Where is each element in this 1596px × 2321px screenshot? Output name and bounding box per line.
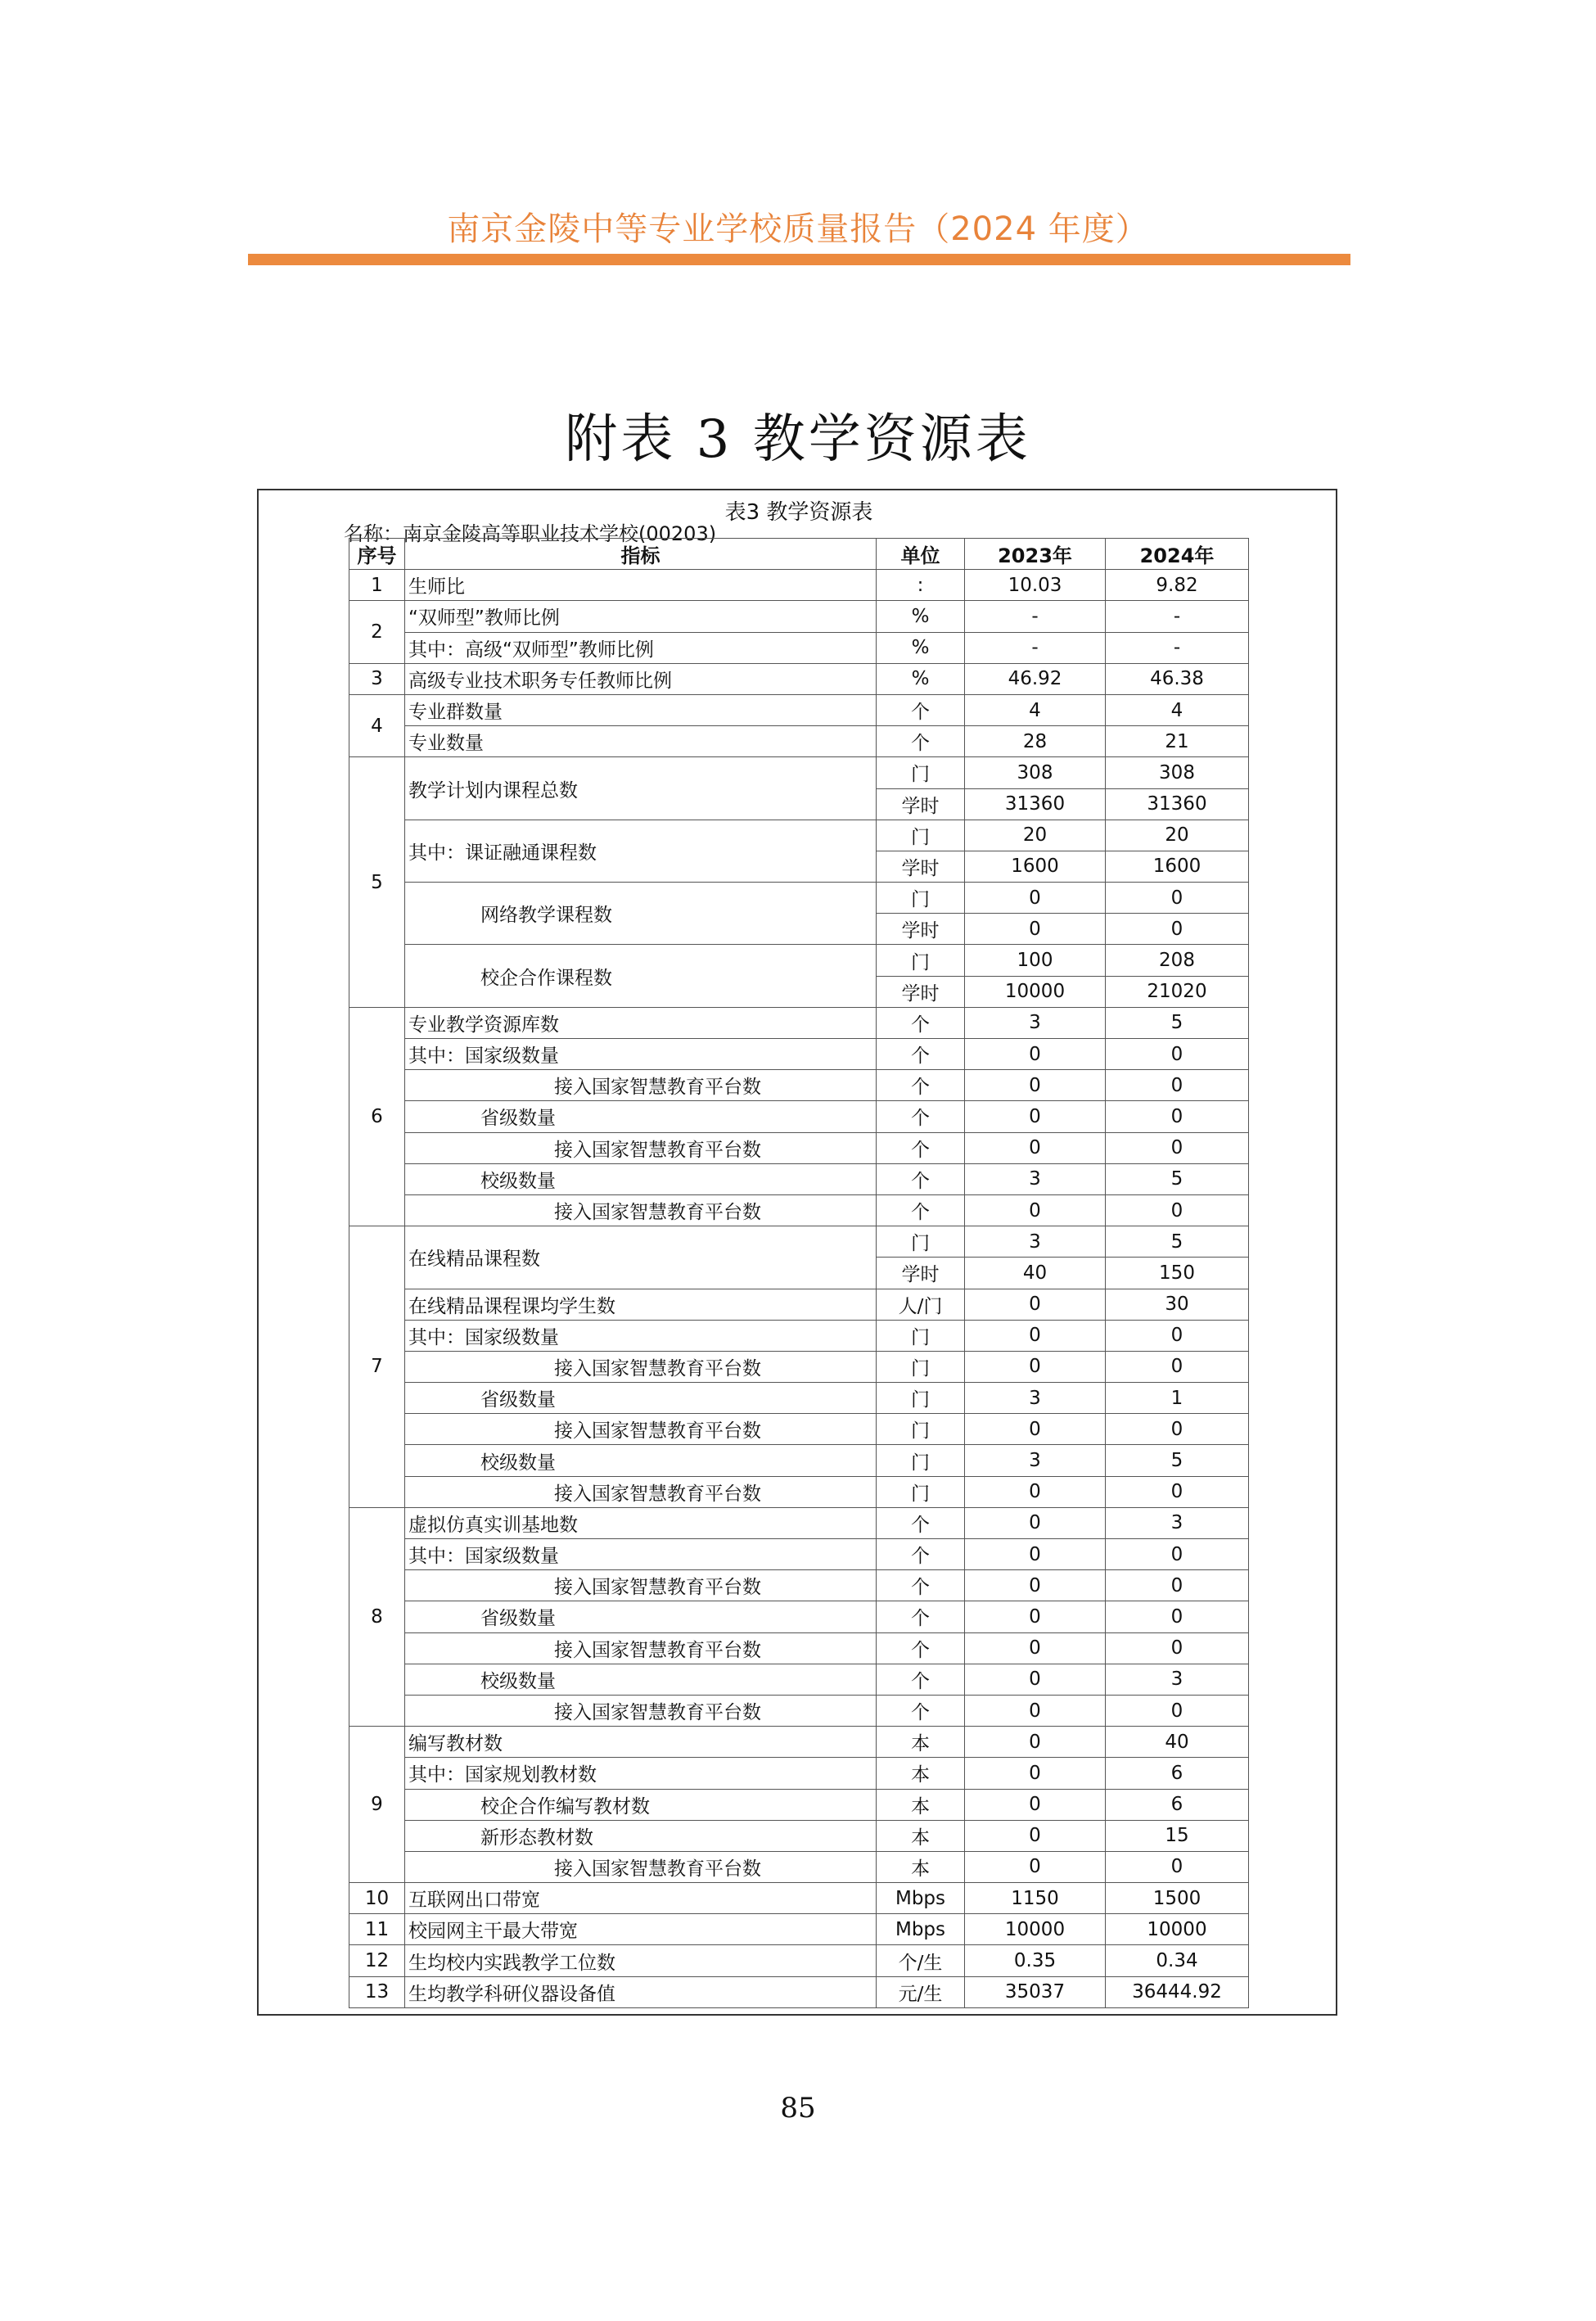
- row-number: 11: [349, 1914, 405, 1945]
- row-number: 6: [349, 1007, 405, 1226]
- indicator-label: 接入国家智慧教育平台数: [405, 1695, 877, 1726]
- row-number: 3: [349, 663, 405, 694]
- table-row: [349, 1039, 1249, 1070]
- indicator-label: 新形态教材数: [405, 1820, 877, 1851]
- table-row: [349, 632, 1249, 663]
- value-2024: 0: [1106, 1570, 1249, 1601]
- value-2024: 0: [1106, 1632, 1249, 1664]
- row-number: 12: [349, 1945, 405, 1976]
- value-2024: 15: [1106, 1820, 1249, 1851]
- table-row: [349, 601, 1249, 632]
- value-2024: 5: [1106, 1445, 1249, 1476]
- value-2023: 100: [965, 945, 1106, 976]
- table-header-row: [349, 539, 1249, 570]
- unit-cell: 个/生: [877, 1945, 965, 1976]
- value-2024: 0: [1106, 1101, 1249, 1132]
- value-2024: 31360: [1106, 788, 1249, 820]
- indicator-label: 教学计划内课程总数: [405, 757, 877, 820]
- unit-cell: 个: [877, 1070, 965, 1101]
- table-row: [349, 1132, 1249, 1163]
- unit-cell: 学时: [877, 1258, 965, 1289]
- unit-cell: 个: [877, 1194, 965, 1226]
- indicator-label: “双师型”教师比例: [405, 601, 877, 632]
- table-row: [349, 1727, 1249, 1758]
- table-row: [349, 1414, 1249, 1445]
- value-2024: 0.34: [1106, 1945, 1249, 1976]
- indicator-label: 校级数量: [405, 1445, 877, 1476]
- indicator-label: 生均校内实践教学工位数: [405, 1945, 877, 1976]
- table-row: [349, 1945, 1249, 1976]
- table-row: [349, 1539, 1249, 1570]
- unit-cell: 门: [877, 820, 965, 851]
- table-row: [349, 1445, 1249, 1476]
- table-row: [349, 757, 1249, 788]
- value-2023: 0: [965, 1539, 1106, 1570]
- row-number: 4: [349, 694, 405, 756]
- value-2024: 0: [1106, 1320, 1249, 1351]
- value-2024: -: [1106, 601, 1249, 632]
- value-2023: 0: [965, 1664, 1106, 1695]
- indicator-label: 省级数量: [405, 1101, 877, 1132]
- indicator-label: 互联网出口带宽: [405, 1883, 877, 1914]
- unit-cell: 本: [877, 1820, 965, 1851]
- unit-cell: 学时: [877, 976, 965, 1007]
- value-2023: 0: [965, 1039, 1106, 1070]
- value-2023: 0: [965, 1289, 1106, 1320]
- table-row: [349, 1664, 1249, 1695]
- value-2023: 3: [965, 1445, 1106, 1476]
- table-row: [349, 1570, 1249, 1601]
- value-2023: 0: [965, 1758, 1106, 1789]
- unit-cell: 人/门: [877, 1289, 965, 1320]
- value-2024: 0: [1106, 1414, 1249, 1445]
- indicator-label: 校园网主干最大带宽: [405, 1914, 877, 1945]
- value-2024: 1600: [1106, 851, 1249, 882]
- unit-cell: 本: [877, 1789, 965, 1820]
- unit-cell: 门: [877, 1476, 965, 1507]
- indicator-label: 其中：国家级数量: [405, 1320, 877, 1351]
- table-row: [349, 1320, 1249, 1351]
- row-number: 13: [349, 1976, 405, 2007]
- indicator-label: 专业数量: [405, 726, 877, 757]
- value-2024: -: [1106, 632, 1249, 663]
- value-2024: 21020: [1106, 976, 1249, 1007]
- value-2024: 150: [1106, 1258, 1249, 1289]
- teaching-resource-table: [349, 538, 1249, 2008]
- value-2023: 0: [965, 1320, 1106, 1351]
- value-2024: 36444.92: [1106, 1976, 1249, 2007]
- table-row: [349, 1851, 1249, 1882]
- indicator-label: 接入国家智慧教育平台数: [405, 1476, 877, 1507]
- table-row: [349, 1383, 1249, 1414]
- value-2024: 5: [1106, 1163, 1249, 1194]
- unit-cell: 个: [877, 1539, 965, 1570]
- value-2023: 0: [965, 1601, 1106, 1632]
- unit-cell: 个: [877, 1132, 965, 1163]
- row-number: 9: [349, 1727, 405, 1883]
- indicator-label: 网络教学课程数: [405, 883, 877, 945]
- value-2023: 0: [965, 883, 1106, 914]
- value-2024: 40: [1106, 1727, 1249, 1758]
- value-2024: 9.82: [1106, 570, 1249, 601]
- header-no: 序号: [349, 539, 405, 570]
- table-row: [349, 726, 1249, 757]
- indicator-label: 其中：国家级数量: [405, 1039, 877, 1070]
- report-header-title: 南京金陵中等专业学校质量报告（2024 年度）: [447, 210, 1149, 248]
- unit-cell: Mbps: [877, 1883, 965, 1914]
- indicator-label: 校企合作课程数: [405, 945, 877, 1007]
- value-2023: 31360: [965, 788, 1106, 820]
- unit-cell: 门: [877, 1383, 965, 1414]
- value-2024: 0: [1106, 1132, 1249, 1163]
- unit-cell: 个: [877, 1007, 965, 1038]
- value-2023: 0: [965, 1414, 1106, 1445]
- indicator-label: 在线精品课程课均学生数: [405, 1289, 877, 1320]
- unit-cell: 学时: [877, 851, 965, 882]
- school-name: 名称：南京金陵高等职业技术学校(00203): [344, 522, 717, 545]
- table-row: [349, 1789, 1249, 1820]
- value-2023: 1600: [965, 851, 1106, 882]
- value-2023: 0: [965, 1570, 1106, 1601]
- unit-cell: 个: [877, 1101, 965, 1132]
- value-2023: 308: [965, 757, 1106, 788]
- value-2023: 0: [965, 1820, 1106, 1851]
- value-2024: 0: [1106, 914, 1249, 945]
- row-number: 1: [349, 570, 405, 601]
- table-row: [349, 1226, 1249, 1258]
- value-2024: 0: [1106, 1476, 1249, 1507]
- indicator-label: 高级专业技术职务专任教师比例: [405, 663, 877, 694]
- value-2024: 4: [1106, 694, 1249, 725]
- row-number: 7: [349, 1226, 405, 1508]
- table-row: [349, 1289, 1249, 1320]
- unit-cell: 个: [877, 1039, 965, 1070]
- value-2023: 40: [965, 1258, 1106, 1289]
- unit-cell: %: [877, 601, 965, 632]
- unit-cell: 门: [877, 1445, 965, 1476]
- value-2024: 0: [1106, 1039, 1249, 1070]
- unit-cell: 个: [877, 1664, 965, 1695]
- indicator-label: 接入国家智慧教育平台数: [405, 1414, 877, 1445]
- table-row: [349, 1070, 1249, 1101]
- header-divider: [248, 254, 1350, 265]
- value-2024: 0: [1106, 1601, 1249, 1632]
- table-row: [349, 1101, 1249, 1132]
- value-2023: 0: [965, 1695, 1106, 1726]
- value-2024: 0: [1106, 1695, 1249, 1726]
- table-row: [349, 1007, 1249, 1038]
- value-2023: 20: [965, 820, 1106, 851]
- value-2023: 28: [965, 726, 1106, 757]
- row-number: 10: [349, 1883, 405, 1914]
- value-2024: 20: [1106, 820, 1249, 851]
- table-row: [349, 945, 1249, 976]
- value-2023: 0: [965, 1194, 1106, 1226]
- unit-cell: %: [877, 632, 965, 663]
- value-2023: 0: [965, 1101, 1106, 1132]
- unit-cell: 门: [877, 945, 965, 976]
- table-row: [349, 883, 1249, 914]
- unit-cell: 门: [877, 757, 965, 788]
- table-row: [349, 1507, 1249, 1538]
- value-2024: 5: [1106, 1226, 1249, 1258]
- table-row: [349, 1163, 1249, 1194]
- unit-cell: 学时: [877, 914, 965, 945]
- table-row: [349, 1914, 1249, 1945]
- value-2023: 0: [965, 1851, 1106, 1882]
- value-2023: 0: [965, 1507, 1106, 1538]
- value-2023: 3: [965, 1007, 1106, 1038]
- indicator-label: 其中：国家级数量: [405, 1539, 877, 1570]
- unit-cell: 门: [877, 1351, 965, 1382]
- value-2023: 35037: [965, 1976, 1106, 2007]
- value-2024: 0: [1106, 1194, 1249, 1226]
- unit-cell: 本: [877, 1851, 965, 1882]
- value-2024: 208: [1106, 945, 1249, 976]
- unit-cell: 元/生: [877, 1976, 965, 2007]
- value-2024: 0: [1106, 1539, 1249, 1570]
- page-number: 85: [780, 2092, 816, 2125]
- unit-cell: 个: [877, 694, 965, 725]
- value-2024: 3: [1106, 1507, 1249, 1538]
- unit-cell: 学时: [877, 788, 965, 820]
- value-2023: 4: [965, 694, 1106, 725]
- indicator-label: 省级数量: [405, 1383, 877, 1414]
- value-2023: 46.92: [965, 663, 1106, 694]
- indicator-label: 其中：课证融通课程数: [405, 820, 877, 882]
- value-2023: 0: [965, 1132, 1106, 1163]
- indicator-label: 编写教材数: [405, 1727, 877, 1758]
- value-2024: 0: [1106, 883, 1249, 914]
- unit-cell: 门: [877, 883, 965, 914]
- table-row: [349, 1820, 1249, 1851]
- value-2024: 10000: [1106, 1914, 1249, 1945]
- indicator-label: 接入国家智慧教育平台数: [405, 1132, 877, 1163]
- unit-cell: Mbps: [877, 1914, 965, 1945]
- unit-cell: 个: [877, 1163, 965, 1194]
- value-2023: 0: [965, 1727, 1106, 1758]
- value-2024: 3: [1106, 1664, 1249, 1695]
- unit-cell: 个: [877, 1570, 965, 1601]
- value-2024: 21: [1106, 726, 1249, 757]
- header-indicator: 指标: [405, 539, 877, 570]
- value-2024: 46.38: [1106, 663, 1249, 694]
- indicator-label: 生师比: [405, 570, 877, 601]
- unit-cell: 门: [877, 1414, 965, 1445]
- unit-cell: %: [877, 663, 965, 694]
- row-number: 8: [349, 1507, 405, 1726]
- table-row: [349, 1351, 1249, 1382]
- value-2024: 1500: [1106, 1883, 1249, 1914]
- unit-cell: :: [877, 570, 965, 601]
- table-row: [349, 1476, 1249, 1507]
- unit-cell: 个: [877, 726, 965, 757]
- value-2024: 1: [1106, 1383, 1249, 1414]
- indicator-label: 省级数量: [405, 1601, 877, 1632]
- value-2023: 10000: [965, 1914, 1106, 1945]
- header-2024: 2024年: [1106, 539, 1249, 570]
- page-heading: 附表 3 教学资源表: [565, 409, 1031, 470]
- row-number: 5: [349, 757, 405, 1008]
- table-row: [349, 1976, 1249, 2007]
- table-frame: [257, 489, 1337, 2016]
- value-2023: 0: [965, 1351, 1106, 1382]
- indicator-label: 在线精品课程数: [405, 1226, 877, 1289]
- table-body: [349, 570, 1249, 2008]
- table-row: [349, 1695, 1249, 1726]
- indicator-label: 生均教学科研仪器设备值: [405, 1976, 877, 2007]
- indicator-label: 校级数量: [405, 1664, 877, 1695]
- value-2024: 6: [1106, 1789, 1249, 1820]
- value-2023: 1150: [965, 1883, 1106, 1914]
- value-2023: 3: [965, 1226, 1106, 1258]
- value-2024: 5: [1106, 1007, 1249, 1038]
- table-row: [349, 663, 1249, 694]
- indicator-label: 接入国家智慧教育平台数: [405, 1070, 877, 1101]
- value-2024: 308: [1106, 757, 1249, 788]
- table-row: [349, 1194, 1249, 1226]
- value-2024: 0: [1106, 1070, 1249, 1101]
- indicator-label: 接入国家智慧教育平台数: [405, 1351, 877, 1382]
- value-2023: 10000: [965, 976, 1106, 1007]
- value-2023: 10.03: [965, 570, 1106, 601]
- value-2023: 0: [965, 914, 1106, 945]
- indicator-label: 接入国家智慧教育平台数: [405, 1632, 877, 1664]
- unit-cell: 个: [877, 1695, 965, 1726]
- unit-cell: 门: [877, 1320, 965, 1351]
- value-2023: 3: [965, 1163, 1106, 1194]
- table-row: [349, 1632, 1249, 1664]
- header-2023: 2023年: [965, 539, 1106, 570]
- header-unit: 单位: [877, 539, 965, 570]
- table-row: [349, 1758, 1249, 1789]
- value-2023: 0: [965, 1476, 1106, 1507]
- table-row: [349, 694, 1249, 725]
- value-2023: 0: [965, 1070, 1106, 1101]
- value-2023: -: [965, 632, 1106, 663]
- value-2024: 0: [1106, 1351, 1249, 1382]
- value-2024: 30: [1106, 1289, 1249, 1320]
- table-row: [349, 820, 1249, 851]
- unit-cell: 个: [877, 1601, 965, 1632]
- value-2023: 0.35: [965, 1945, 1106, 1976]
- indicator-label: 校级数量: [405, 1163, 877, 1194]
- value-2024: 6: [1106, 1758, 1249, 1789]
- unit-cell: 本: [877, 1727, 965, 1758]
- indicator-label: 专业群数量: [405, 694, 877, 725]
- value-2023: -: [965, 601, 1106, 632]
- indicator-label: 接入国家智慧教育平台数: [405, 1194, 877, 1226]
- table-row: [349, 1601, 1249, 1632]
- table-row: [349, 1883, 1249, 1914]
- value-2023: 0: [965, 1789, 1106, 1820]
- indicator-label: 其中：国家规划教材数: [405, 1758, 877, 1789]
- indicator-label: 接入国家智慧教育平台数: [405, 1851, 877, 1882]
- unit-cell: 个: [877, 1632, 965, 1664]
- row-number: 2: [349, 601, 405, 663]
- table-caption: 表3 教学资源表: [724, 500, 873, 525]
- value-2023: 0: [965, 1632, 1106, 1664]
- indicator-label: 其中：高级“双师型”教师比例: [405, 632, 877, 663]
- indicator-label: 校企合作编写教材数: [405, 1789, 877, 1820]
- indicator-label: 专业教学资源库数: [405, 1007, 877, 1038]
- unit-cell: 个: [877, 1507, 965, 1538]
- indicator-label: 接入国家智慧教育平台数: [405, 1570, 877, 1601]
- value-2023: 3: [965, 1383, 1106, 1414]
- unit-cell: 门: [877, 1226, 965, 1258]
- unit-cell: 本: [877, 1758, 965, 1789]
- indicator-label: 虚拟仿真实训基地数: [405, 1507, 877, 1538]
- value-2024: 0: [1106, 1851, 1249, 1882]
- table-row: [349, 570, 1249, 601]
